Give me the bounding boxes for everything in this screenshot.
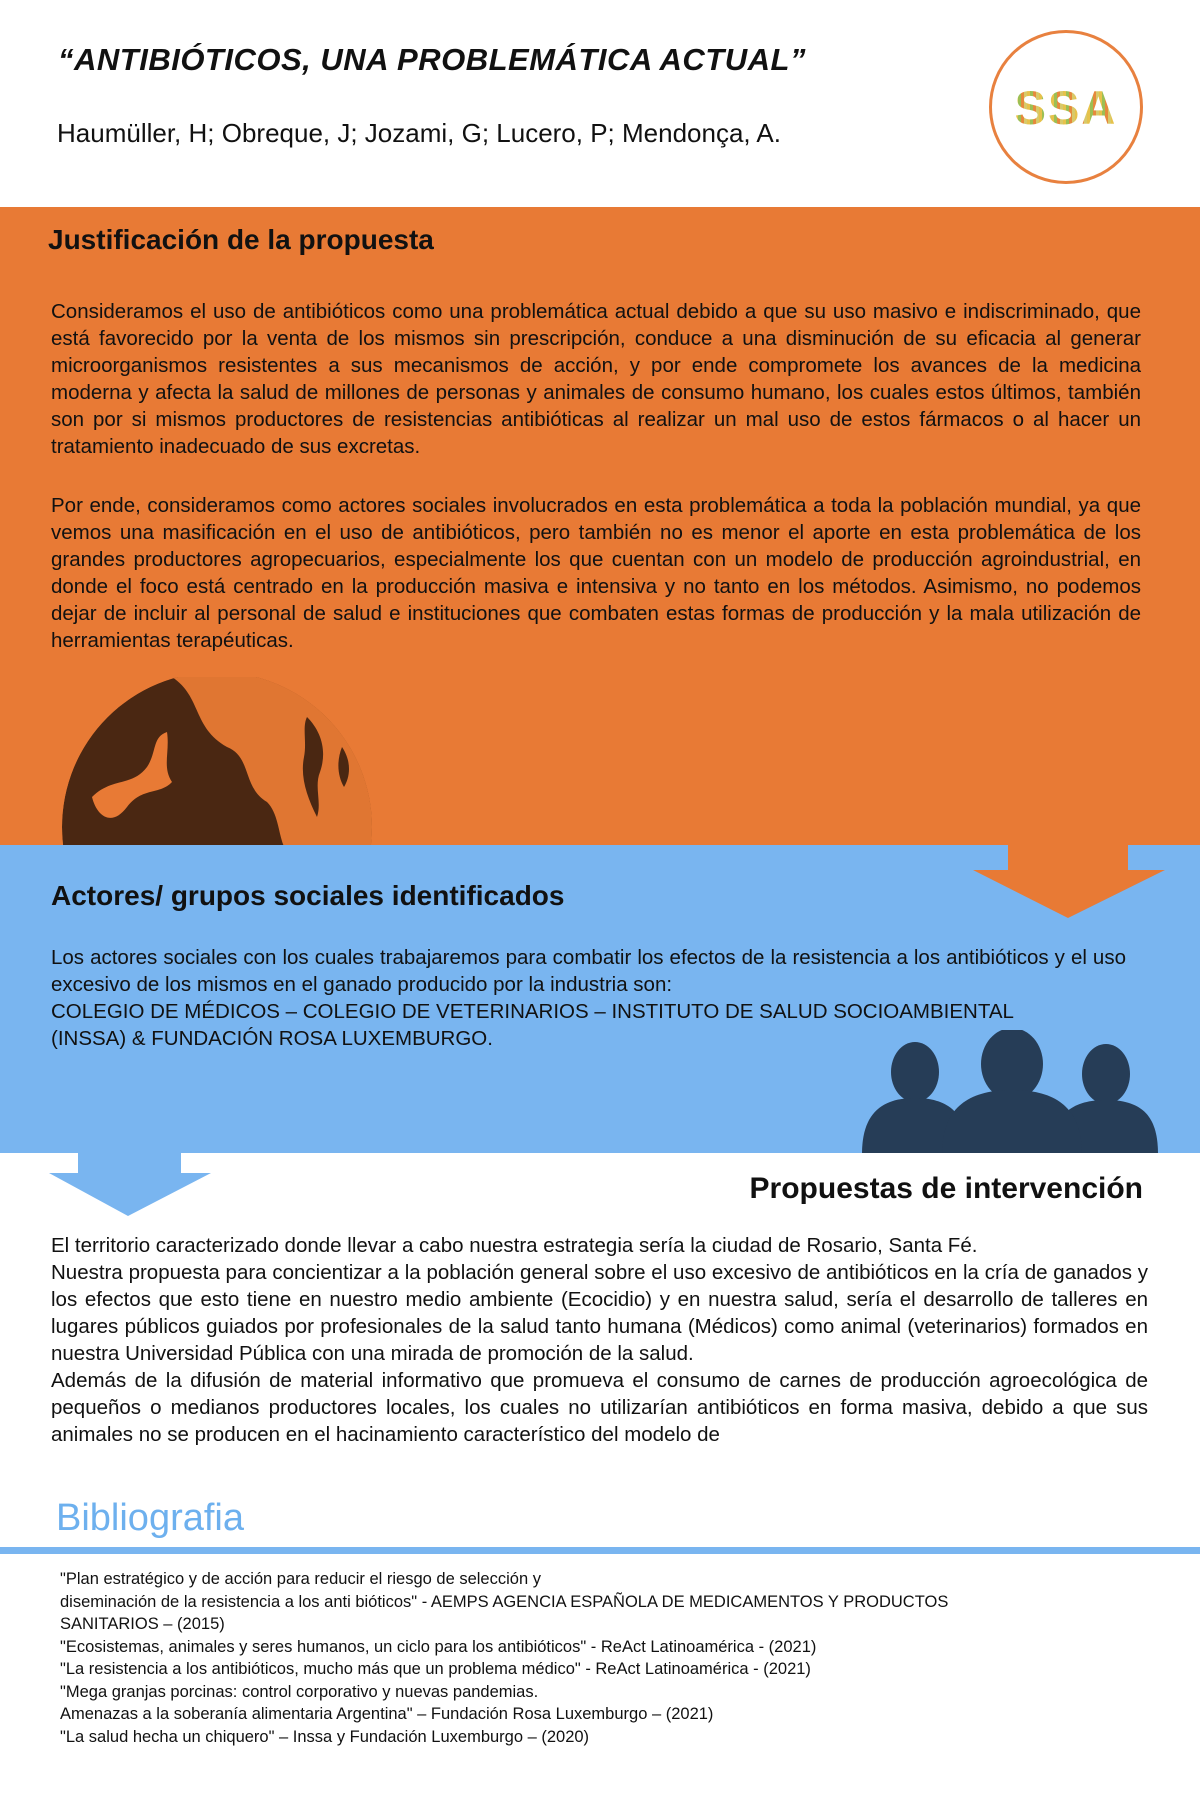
bibliografia-line: Amenazas a la soberanía alimentaria Argentina" – Fundación Rosa Luxemburgo – (2021) <box>60 1705 714 1723</box>
authors: Haumüller, H; Obreque, J; Jozami, G; Lucero, P; Mendonça, A. <box>57 118 782 148</box>
actores-heading: Actores/ grupos sociales identificados <box>51 880 565 911</box>
actores-list-line: (INSSA) & FUNDACIÓN ROSA LUXEMBURGO. <box>51 1027 493 1050</box>
justificacion-section <box>0 207 1200 845</box>
bibliografia-list <box>60 1568 948 1748</box>
justificacion-paragraph: Por ende, consideramos como actores sociales involucrados en esta problemática a toda la población mundial, ya que vemos una masificación en el uso de antibióticos, pero también no es menor el aporte en esta problemática de los grandes productores agropecuarios, especialmente los que cuentan con un modelo de producción agroindustrial, en donde el foco está centrado en la producción masiva e intensiva y no tanto en los métodos. Asimismo, no podemos dejar de incluir al personal de salud e instituciones que combaten estas formas de producción y la mala utilización de herramientas terapéuticas. <box>51 494 1141 652</box>
propuestas-paragraph: Además de la difusión de material informativo que promueva el consumo de carnes de producción agroecológica de pequeños o medianos productores locales, los cuales no utilizarían antibióticos en forma masiva, debido a que sus animales no se producen en el hacinamiento característico del modelo de <box>51 1369 1148 1446</box>
poster-title: “ANTIBIÓTICOS, UNA PROBLEMÁTICA ACTUAL” <box>58 42 806 77</box>
ssa-logo <box>989 30 1143 184</box>
divider <box>0 1547 1200 1554</box>
people-silhouette-icon <box>860 1030 1160 1153</box>
arrow-down-icon <box>46 1153 216 1218</box>
actores-paragraph: Los actores sociales con los cuales trabajaremos para combatir los efectos de la resistencia a los antibióticos y el uso excesivo de los mismos en el ganado producido por la industria son: <box>51 946 1126 996</box>
bibliografia-line: "Ecosistemas, animales y seres humanos, un ciclo para los antibióticos" - ReAct Latinoamérica - (2021) <box>60 1637 817 1656</box>
header <box>0 0 1200 207</box>
logo-text: SSA <box>1014 80 1118 134</box>
bibliografia-line: "La salud hecha un chiquero" – Inssa y Fundación Luxemburgo – (2020) <box>60 1727 590 1746</box>
propuestas-heading: Propuestas de intervención <box>749 1172 1143 1205</box>
propuestas-paragraph: El territorio caracterizado donde llevar a cabo nuestra estrategia sería la ciudad de Rosario, Santa Fé. <box>51 1234 978 1257</box>
bibliografia-line: SANITARIOS – (2015) <box>60 1615 225 1633</box>
bibliografia-line: "La resistencia a los antibióticos, mucho más que un problema médico" - ReAct Latinoamérica - (2021) <box>60 1660 811 1678</box>
justificacion-heading: Justificación de la propuesta <box>48 224 434 255</box>
bibliografia-line: "Mega granjas porcinas: control corporativo y nuevas pandemias. <box>60 1682 539 1701</box>
arrow-down-icon <box>970 845 1170 920</box>
propuestas-paragraph: Nuestra propuesta para concientizar a la población general sobre el uso excesivo de antibióticos en la cría de ganados y los efectos que esto tiene en nuestro medio ambiente (Ecocidio) y en nuestra salud, sería el desarrollo de talleres en lugares públicos guiados por profesionales de la salud tanto humana (Médicos) como animal (veterinarios) formados en nuestra Universidad Pública con una mirada de promoción de la salud. <box>51 1261 1148 1365</box>
bibliografia-line: "Plan estratégico y de acción para reducir el riesgo de selección y <box>60 1570 541 1588</box>
justificacion-paragraph: Consideramos el uso de antibióticos como una problemática actual debido a que su uso masivo e indiscriminado, que está favorecido por la venta de los mismos sin prescripción, conduce a una disminución de su eficacia al generar microorganismos resistentes a sus mecanismos de acción, y por ende compromete los avances de la medicina moderna y afecta la salud de millones de personas y animales de consumo humano, los cuales estos últimos, también son por si mismos productores de resistencias antibióticas al realizar un mal uso de estos fármacos o al hacer un tratamiento inadecuado de sus excretas. <box>51 300 1141 458</box>
bibliografia-line: diseminación de la resistencia a los anti bióticos" - AEMPS AGENCIA ESPAÑOLA DE MEDICAMENTOS Y PRODUCTOS <box>60 1592 949 1611</box>
propuestas-text <box>51 1232 1148 1474</box>
actores-list-line: COLEGIO DE MÉDICOS – COLEGIO DE VETERINARIOS – INSTITUTO DE SALUD SOCIOAMBIENTAL <box>51 1000 1014 1023</box>
bibliografia-heading: Bibliografia <box>56 1497 244 1539</box>
globe-icon <box>52 677 382 845</box>
